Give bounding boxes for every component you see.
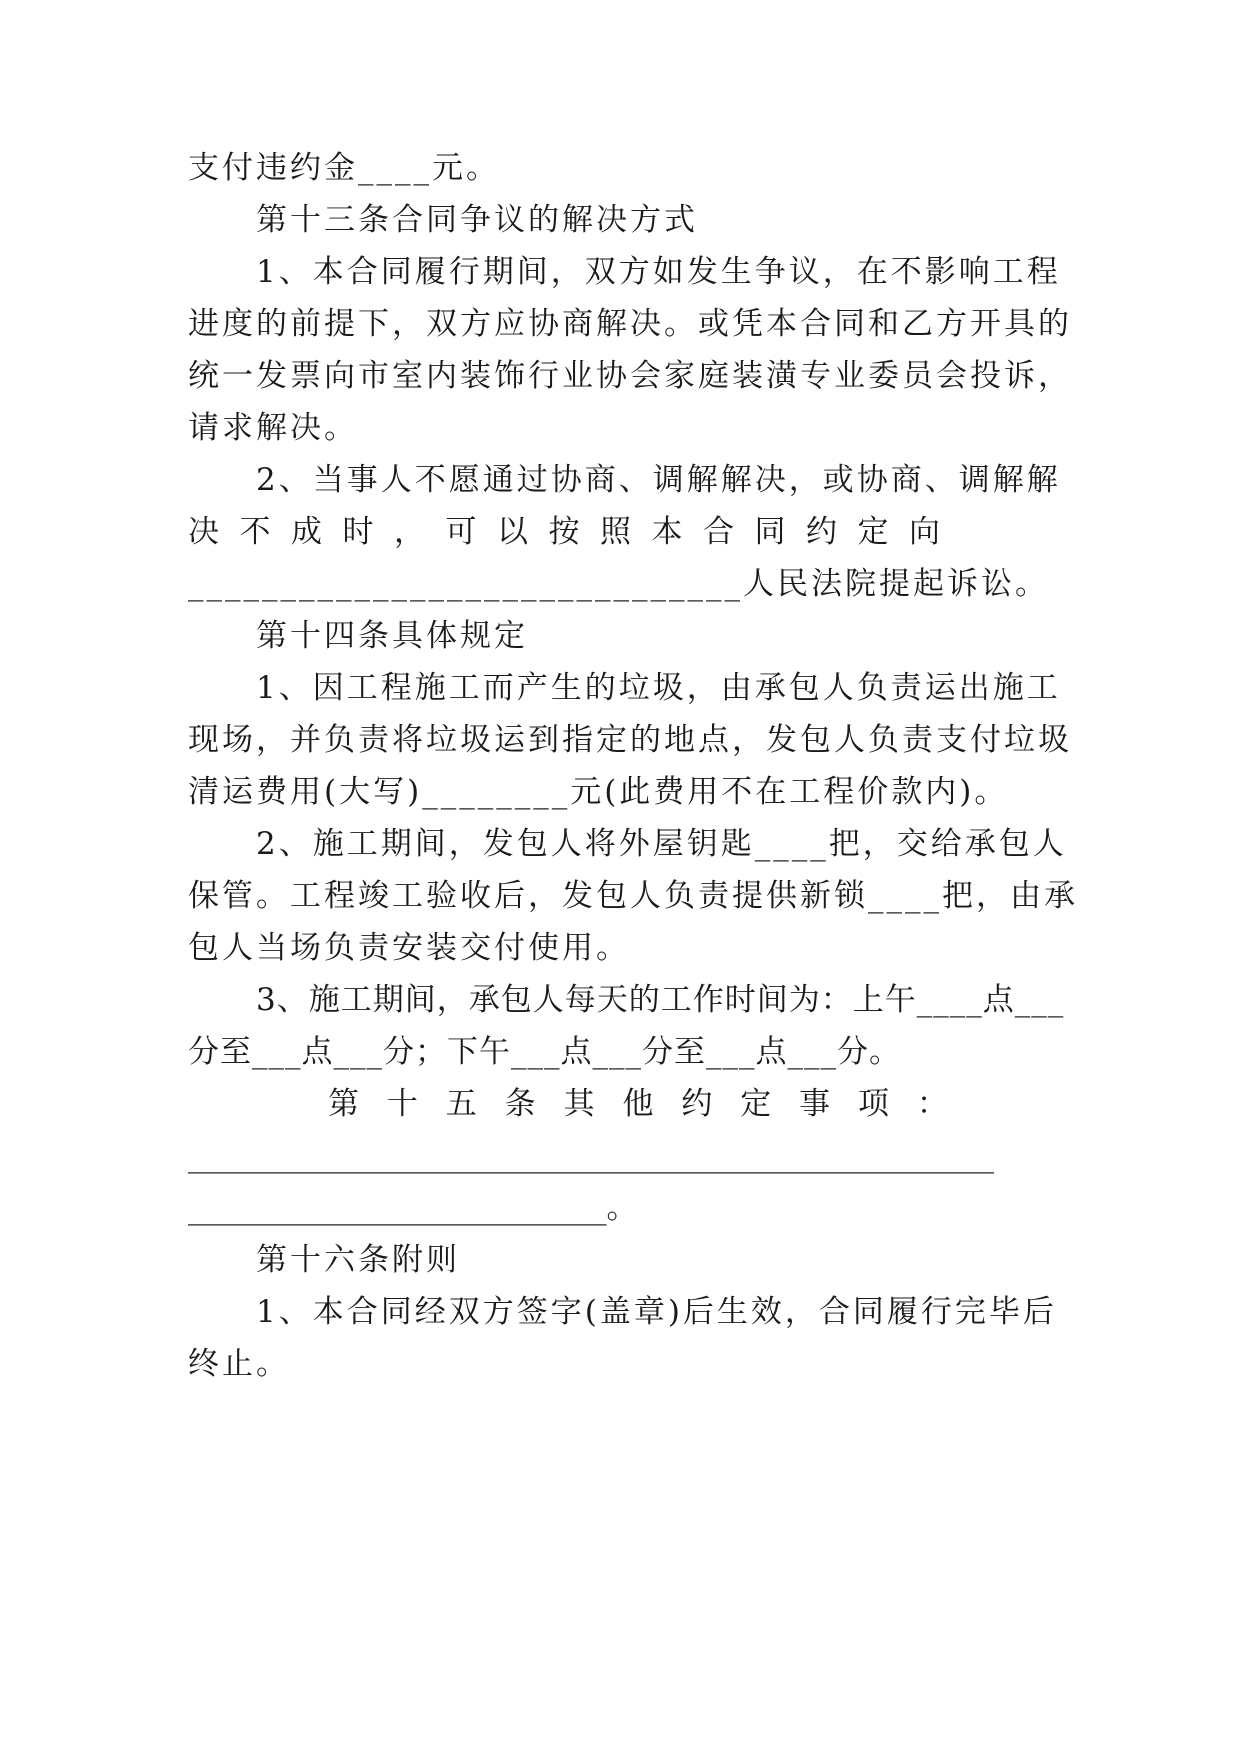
text-line: 分至___点___分；下午___点___分至___点___分。 [188,1034,901,1070]
text-line: 3、施工期间，承包人每天的工作时间为：上午____点___ [256,982,1065,1018]
section-heading-16: 第十六条附则 [256,1242,460,1278]
text-line: 1、因工程施工而产生的垃圾，由承包人负责运出施工 [256,670,1061,706]
text-line: 统一发票向市室内装饰行业协会家庭装潢专业委员会投诉， [188,358,1072,394]
text-line: 请求解决。 [188,410,358,446]
text-line: 保管。工程竣工验收后，发包人负责提供新锁____把，由承 [188,878,1078,914]
section-heading-14: 第十四条具体规定 [256,618,528,654]
text-line-justified: 决 不 成 时 ， 可 以 按 照 本 合 同 约 定 向 [188,514,940,550]
text-line: 进度的前提下，双方应协商解决。或凭本合同和乙方开具的 [188,306,1072,342]
section-heading-13: 第十三条合同争议的解决方式 [256,202,698,238]
text-line: 1、本合同经双方签字(盖章)后生效，合同履行完毕后 [256,1294,1057,1330]
text-line: 清运费用(大写)________元(此费用不在工程价款内)。 [188,774,1009,810]
text-line: ______________________________人民法院提起诉讼。 [188,566,1049,602]
text-line: 1、本合同履行期间，双方如发生争议，在不影响工程 [256,254,1061,290]
blank-fill-line: ____________________________________________________ [188,1138,994,1174]
text-line: 2、施工期间，发包人将外屋钥匙____把，交给承包人 [256,826,1067,862]
text-line: 2、当事人不愿通过协商、调解解决，或协商、调解解 [256,462,1061,498]
text-line: 终止。 [188,1346,290,1382]
text-line: 现场，并负责将垃圾运到指定的地点，发包人负责支付垃圾 [188,722,1072,758]
section-heading-15: 第 十 五 条 其 他 约 定 事 项 ： [328,1086,948,1122]
blank-fill-line: ___________________________。 [188,1190,638,1226]
text-line: 支付违约金____元。 [188,150,500,186]
text-line: 包人当场负责安装交付使用。 [188,930,630,966]
